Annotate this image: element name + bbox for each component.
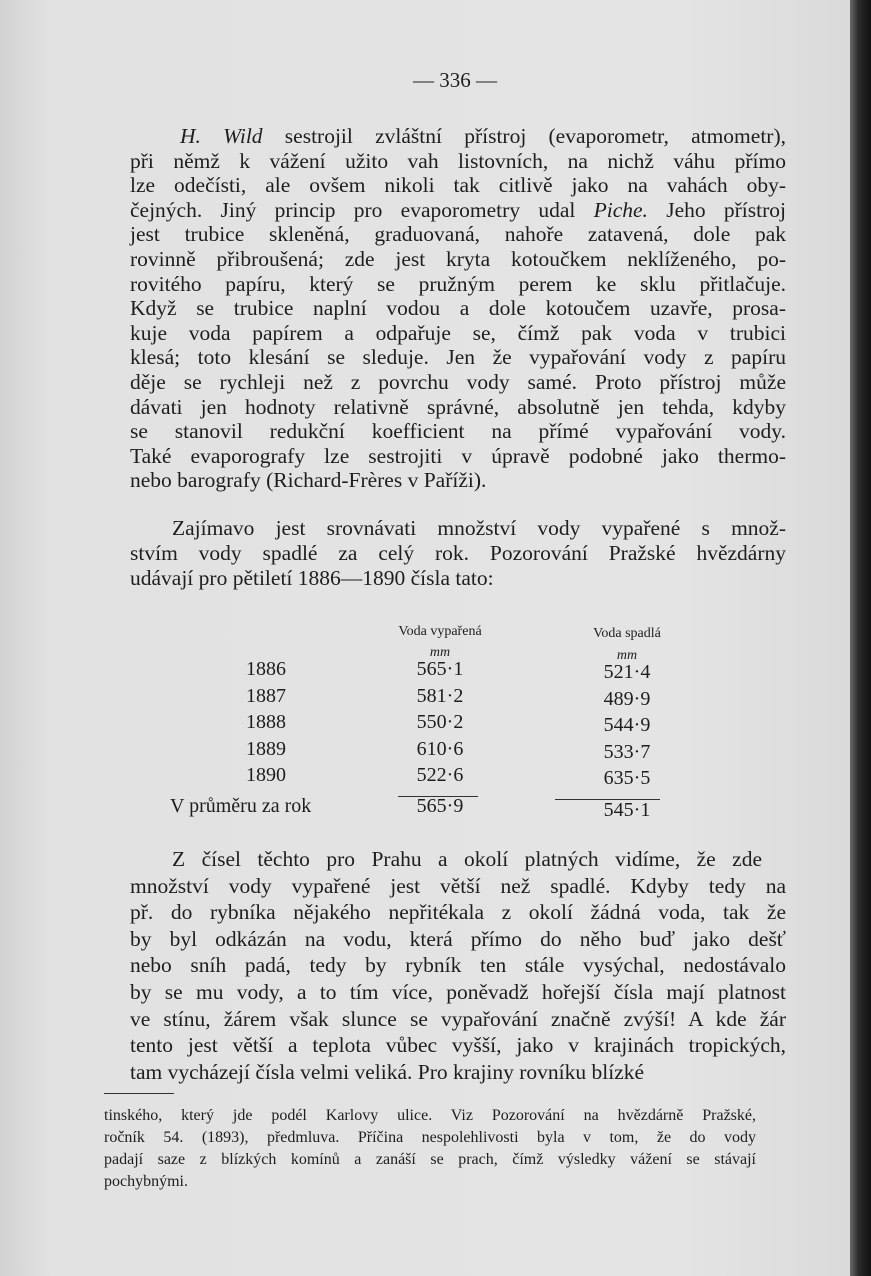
table-cell-evaporated: 565·1: [416, 658, 464, 680]
text-line: lze odečísti, ale ovšem nikoli tak citlivě jako na vahách oby-: [130, 173, 786, 198]
text-line: množství vody vypařené jest větší než spadlé. Kdyby tedy na: [130, 873, 786, 898]
table-cell-year: 1887: [246, 684, 286, 707]
table-cell-fallen: 521·4: [603, 661, 651, 683]
text-line: Z čísel těchto pro Prahu a okolí platných vidíme, že zde: [172, 847, 762, 871]
text-line: Také evaporografy lze sestrojiti v úpravě podobné jako thermo-: [130, 443, 786, 468]
text-line: stvím vody spadlé za celý rok. Pozorování Pražské hvězdárny: [130, 541, 786, 565]
text-line: při němž k vážení užito vah listovních, na nichž váhu přímo: [130, 148, 786, 173]
text-line: kuje voda papírem a odpařuje se, čímž pak voda v trubici: [130, 320, 786, 345]
table-cell-year: 1890: [246, 764, 286, 786]
text-line: tento jest větší a teplota vůbec vyšší, jako v krajinách tropických,: [130, 1033, 786, 1058]
header-evaporated: Voda vypařená: [398, 624, 482, 639]
table-cell-fallen: 635·5: [603, 767, 651, 789]
unit-evaporated: mm: [429, 645, 451, 660]
text-line: tam vycházejí čísla velmi veliká. Pro krajiny rovníku blízké: [130, 1059, 645, 1084]
text-line: ročník 54. (1893), předmluva. Příčina nespolehlivosti byla v tom, že do vody: [104, 1129, 756, 1146]
text-line: ve stínu, žárem však slunce se vypařování značně zvýší! A kde žár: [130, 1006, 786, 1031]
table-cell-evaporated: 610·6: [416, 737, 464, 760]
header-fallen: Voda spadlá: [593, 626, 661, 641]
text-line: Zajímavo jest srovnávati množství vody vypařené s množ-: [172, 516, 786, 540]
text-line: rovitého papíru, který se pružným perem ke sklu přitlačuje.: [130, 271, 786, 296]
text-line: dávati jen hodnoty relativně správné, absolutně jen tehda, kdyby: [130, 394, 786, 419]
text-line: rovinně přibroušená; zde jest kryta kotoučkem neklíženého, po-: [130, 247, 786, 271]
text-line: klesá; toto klesání se sleduje. Jen že vypařování vody z papíru: [130, 345, 786, 370]
table-cell-fallen: 544·9: [603, 714, 651, 736]
table-cell-year: 1886: [246, 658, 286, 680]
text-line: jest trubice skleněná, graduovaná, nahoře zatavená, dole pak: [130, 222, 786, 247]
text-line: tinského, který jde podél Karlovy ulice. Viz Pozorování na hvězdárně Pražské,: [104, 1107, 756, 1124]
text-line: př. do rybníka nějakého nepřitékala z okolí žádná voda, tak že: [130, 900, 786, 925]
text-line: by se mu vody, a to tím více, poněvadž hořejší čísla mají platnost: [130, 980, 786, 1004]
table-cell-fallen: 533·7: [603, 740, 651, 763]
text-line: čejných. Jiný princip pro evaporometry udal Piche. Jeho přístroj: [130, 197, 786, 222]
text-line: Když se trubice naplní vodou a dole kotoučem uzavře, prosa-: [130, 296, 786, 321]
text-line: by byl odkázán na vodu, která přímo do něho buď jako dešť: [130, 926, 786, 951]
text-line: udávají pro pětiletí 1886—1890 čísla tato:: [130, 566, 494, 590]
book-spine-edge: [850, 0, 871, 1276]
unit-fallen: mm: [616, 648, 638, 663]
footnote-rule: [104, 1093, 174, 1094]
table-cell-evaporated: 522·6: [416, 764, 464, 786]
text-line: se stanovil redukční koefficient na přímé vypařování vody.: [130, 419, 786, 444]
average-evaporated: 565·9: [416, 795, 464, 817]
average-fallen: 545·1: [603, 799, 651, 821]
text-line: padají saze z blízkých komínů a zanáší se prach, čímž výsledky vážení se stávají: [104, 1151, 756, 1168]
page-number: — 336 —: [413, 68, 497, 92]
text-line: nebo barografy (Richard-Frères v Paříži).: [130, 468, 487, 493]
text-line: H. Wild sestrojil zvláštní přístroj (evaporometr, atmometr),: [180, 124, 786, 148]
table-cell-year: 1889: [246, 737, 286, 760]
text-line: děje se rychleji než z povrchu vody samé. Proto přístroj může: [130, 370, 786, 394]
table-cell-year: 1888: [246, 711, 286, 733]
table-cell-fallen: 489·9: [603, 687, 651, 710]
text-line: pochybnými.: [104, 1173, 188, 1190]
table-cell-evaporated: 581·2: [416, 684, 464, 707]
average-label: V průměru za rok: [170, 795, 312, 817]
table-cell-evaporated: 550·2: [416, 711, 464, 733]
text-line: nebo sníh padá, tedy by rybník ten stále vysýchal, nedostávalo: [130, 953, 786, 978]
